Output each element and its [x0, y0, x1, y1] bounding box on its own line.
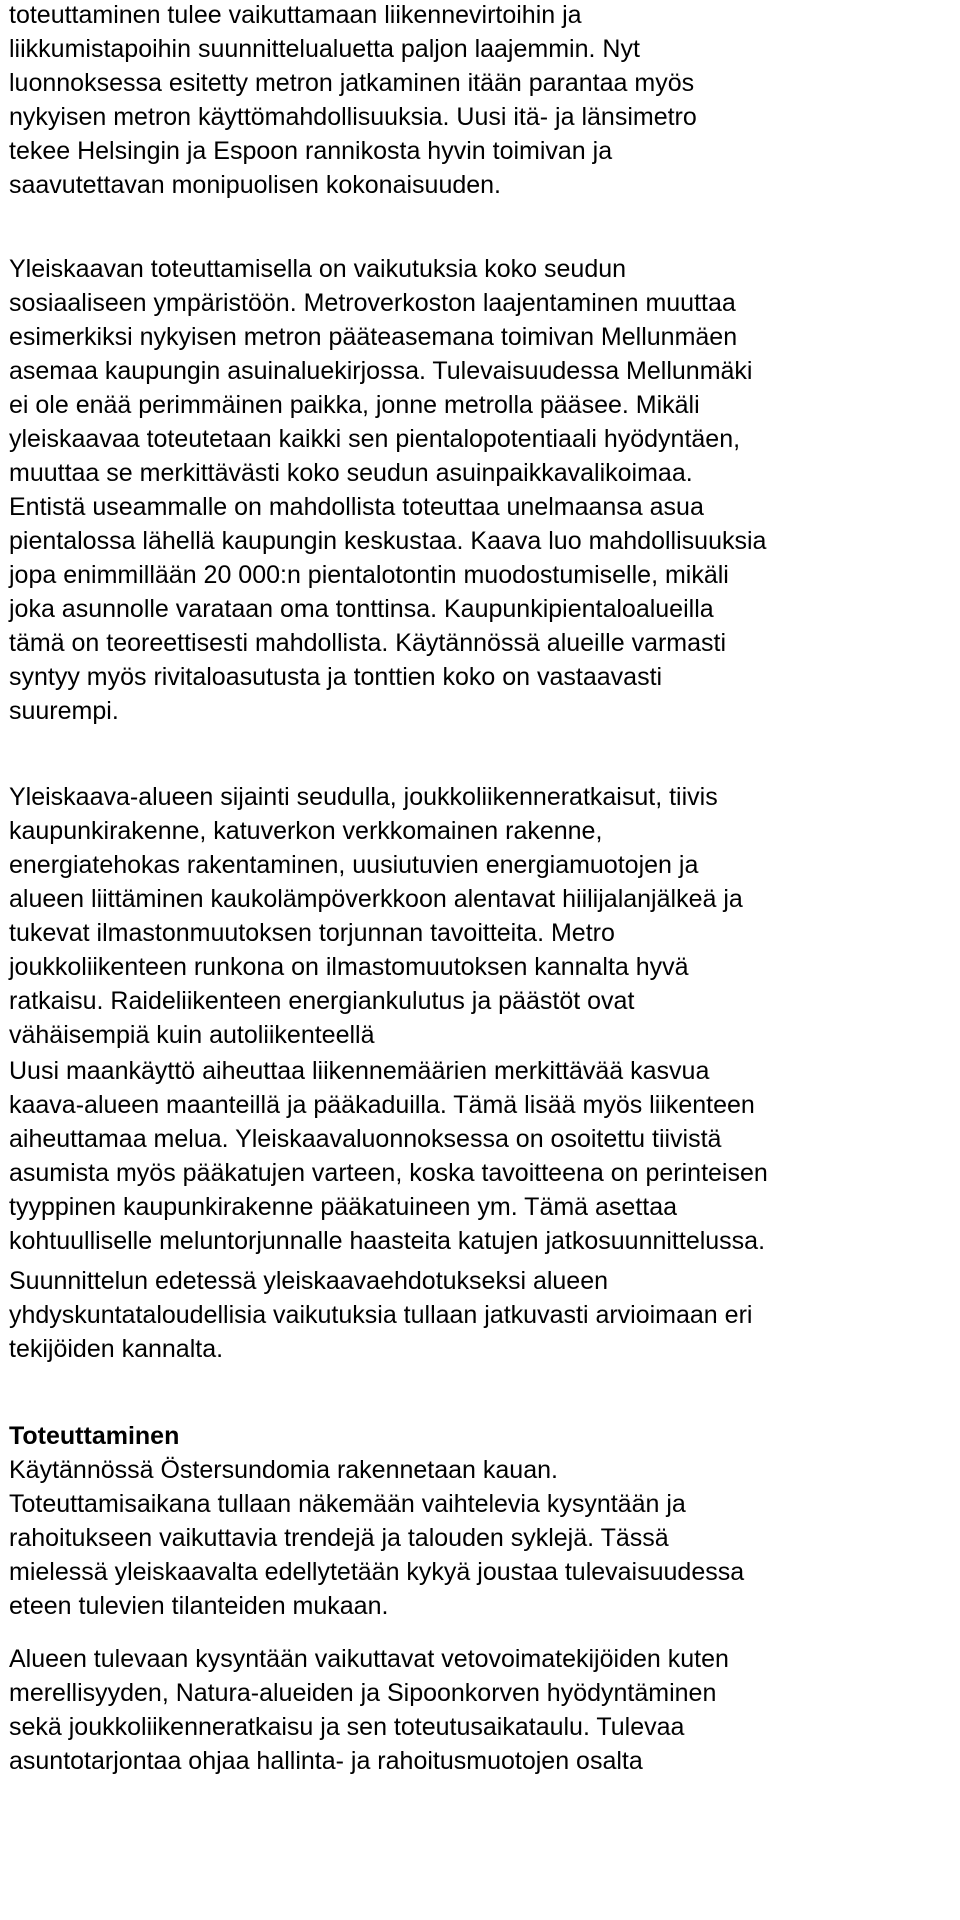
section-text: Käytännössä Östersundomia rakennetaan kauan. Toteuttamisaikana tullaan näkemään vaihtelevia kysyntään ja rahoitukseen vaikuttavia trendejä ja talouden syklejä. Tässä mielessä yleiskaavalta edellytetään kykyä joustaa tulevaisuudessa eteen tulevien tilanteiden mukaan. — [9, 1456, 745, 1620]
section-heading: Toteuttaminen — [9, 1422, 180, 1450]
paragraph-social-impact: Yleiskaavan toteuttamisella on vaikutuksia koko seudun sosiaaliseen ympäristöön. Metroverkoston laajentaminen muuttaa esimerkiksi nykyisen metron pääteasemana toimivan Mellunmäen asemaa kaupungin asuinaluekirjossa. Tulevaisuudessa Mellunmäki ei ole enää perimmäinen paikka, jonne metrolla pääsee. Mikäli yleiskaavaa toteutetaan kaikki sen pientalopotentiaali hyödyntäen, muuttaa se merkittävästi koko seudun asuinpaikkavalikoimaa. Entistä useammalle on mahdollista toteuttaa unelmaansa asua pientalossa lähellä kaupungin keskustaa. Kaava luo mahdollisuuksia jopa enimmillään 20 000:n pientalotontin muodostumiselle, mikäli joka asunnolle varataan oma tonttinsa. Kaupunkipientaloalueilla tämä on teoreettisesti mahdollista. Käytännössä alueille varmasti syntyy myös rivitaloasutusta ja tonttien koko on vastaavasti suurempi. — [9, 255, 767, 725]
paragraph-community-economics: Suunnittelun edetessä yleiskaavaehdotukseksi alueen yhdyskuntataloudellisia vaikutuksia tullaan jatkuvasti arvioimaan eri tekijöiden kannalta. — [9, 1267, 753, 1363]
paragraph-climate-impact: Yleiskaava-alueen sijainti seudulla, joukkoliikenneratkaisut, tiivis kaupunkirakenne, katuverkon verkkomainen rakenne, energiatehokas rakentaminen, uusiutuvien energiamuotojen ja alueen liittäminen kaukolämpöverkkoon alentavat hiilijalanjälkeä ja tukevat ilmastonmuutoksen torjunnan tavoitteita. Metro joukkoliikenteen runkona on ilmastomuutoksen kannalta hyvä ratkaisu. Raideliikenteen energiankulutus ja päästöt ovat vähäisempiä kuin autoliikenteellä — [9, 783, 743, 1049]
paragraph-traffic-metro: toteuttaminen tulee vaikuttamaan liikennevirtoihin ja liikkumistapoihin suunnittelualuetta paljon laajemmin. Nyt luonnoksessa esitetty metron jatkaminen itään parantaa myös nykyisen metron käyttömahdollisuuksia. Uusi itä- ja länsimetro tekee Helsingin ja Espoon rannikosta hyvin toimivan ja saavutettavan monipuolisen kokonaisuuden. — [9, 1, 697, 199]
section-implementation — [9, 1419, 951, 1623]
paragraph-demand-factors: Alueen tulevaan kysyntään vaikuttavat vetovoimatekijöiden kuten merellisyyden, Natura-alueiden ja Sipoonkorven hyödyntäminen sekä joukkoliikenneratkaisu ja sen toteutusaikataulu. Tulevaa asuntotarjontaa ohjaa hallinta- ja rahoitusmuotojen osalta — [9, 1645, 729, 1775]
paragraph-traffic-noise: Uusi maankäyttö aiheuttaa liikennemäärien merkittävää kasvua kaava-alueen maanteillä ja pääkaduilla. Tämä lisää myös liikenteen aiheuttamaa melua. Yleiskaavaluonnoksessa on osoitettu tiivistä asumista myös pääkatujen varteen, koska tavoitteena on perinteisen tyyppinen kaupunkirakenne pääkatuineen ym. Tämä asettaa kohtuulliselle meluntorjunnalle haasteita katujen jatkosuunnittelussa. — [9, 1057, 768, 1255]
